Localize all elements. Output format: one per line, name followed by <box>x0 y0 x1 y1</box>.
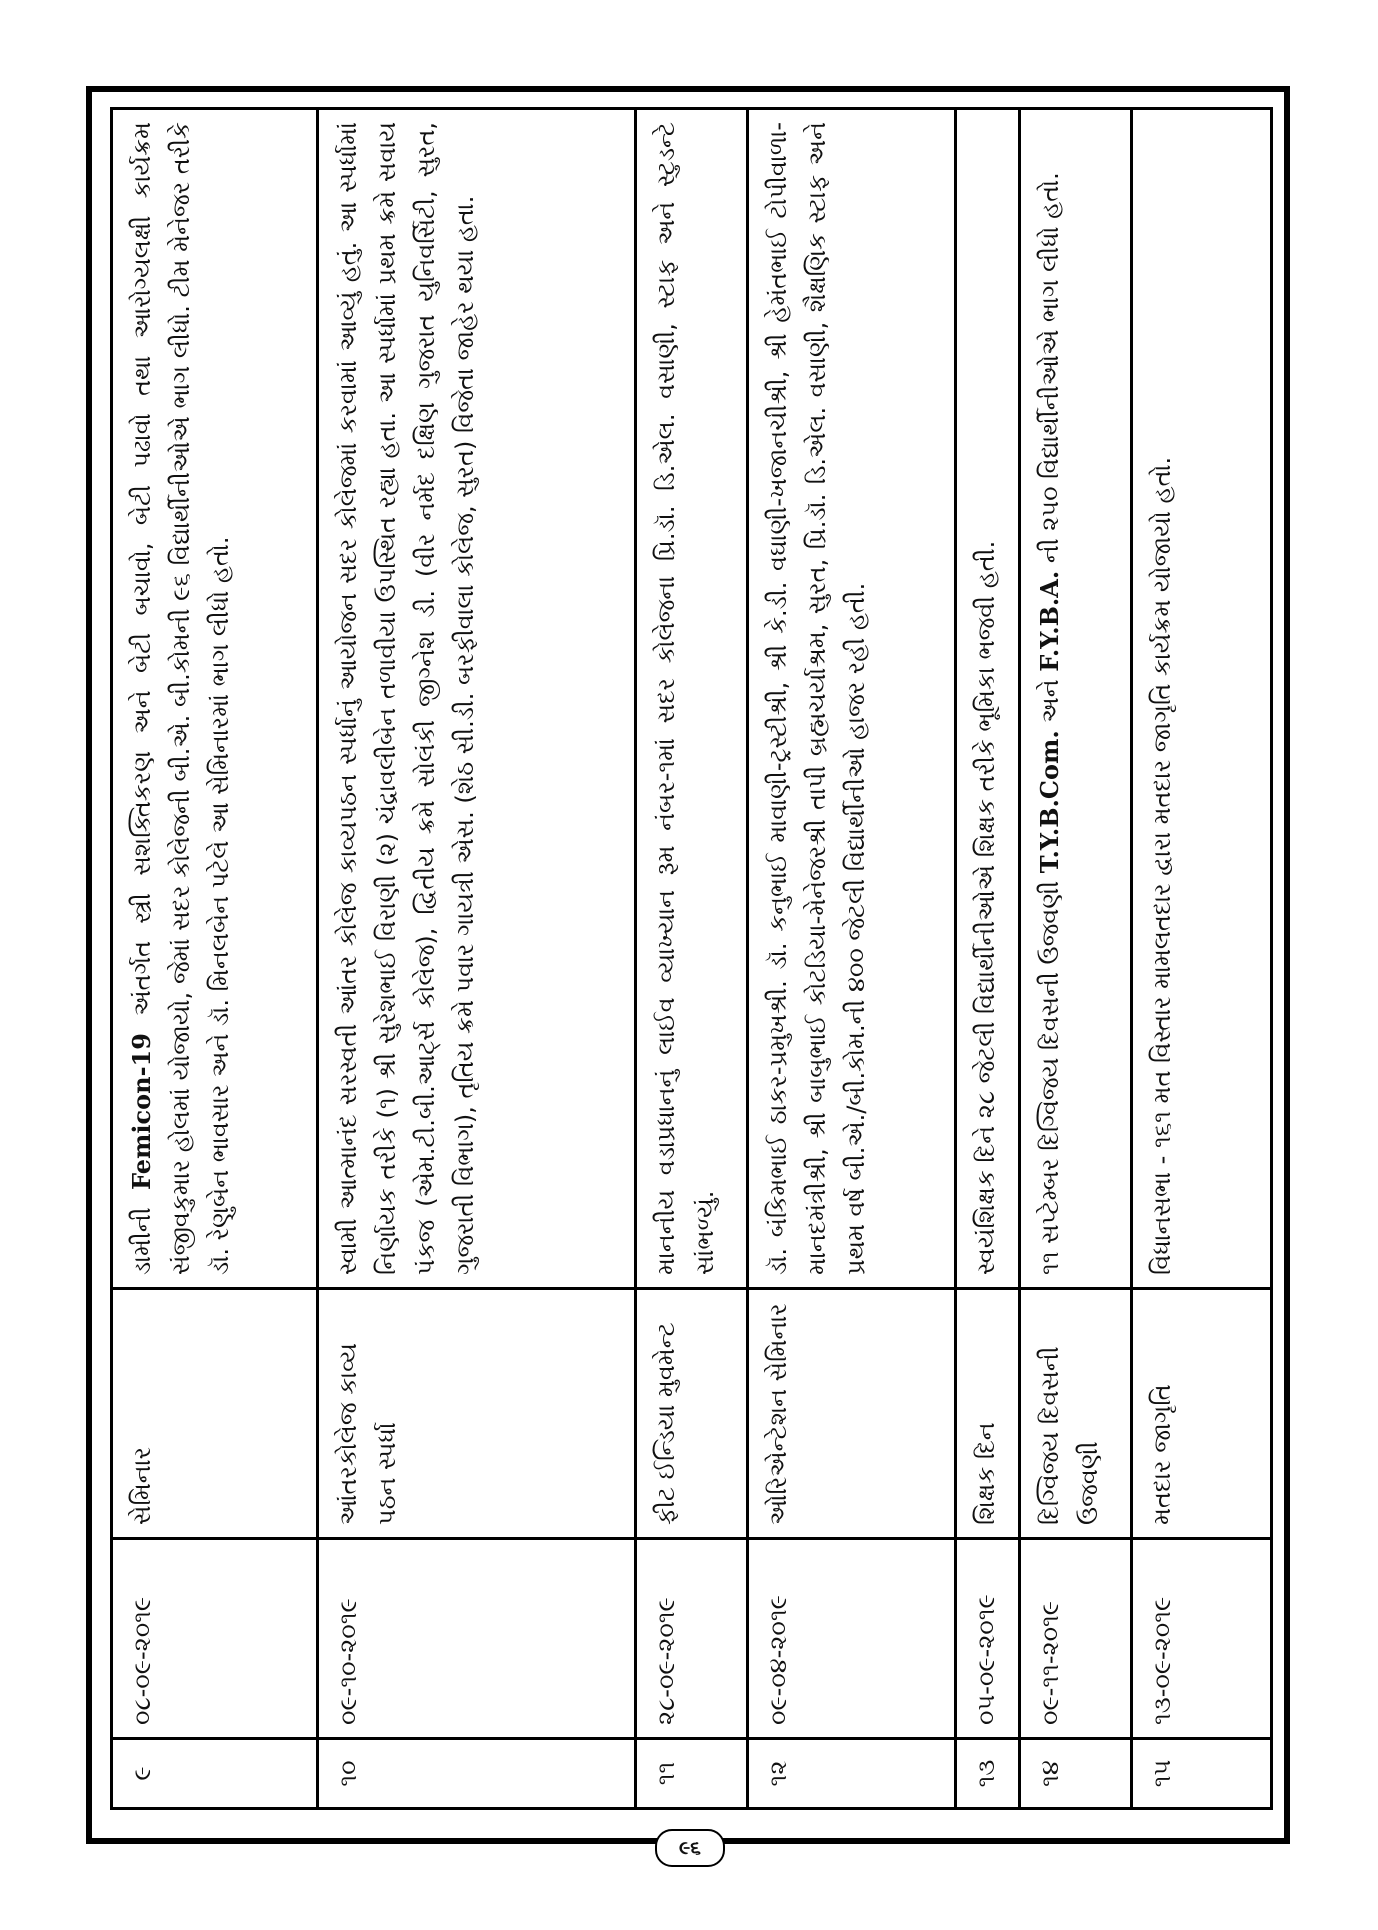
row-title: શિક્ષક દિન <box>956 1289 1020 1539</box>
row-title: ઓરિએન્ટેશન સેમિનાર <box>748 1289 956 1539</box>
row-number: ૧૪ <box>1020 1739 1132 1809</box>
activity-table-container <box>110 110 1270 1810</box>
activity-table <box>110 107 1273 1810</box>
row-description: વિધાનસભા - ૧૬૧ મત વિસ્તાર મામલતદાર દ્વારા મતદાર જાગૃતિ કાર્યક્રમ યોજાયો હતો. <box>1132 109 1272 1289</box>
row-number: ૧૧ <box>636 1739 748 1809</box>
table-row <box>1132 109 1272 1809</box>
row-title: દિગ્વિજય દિવસની ઉજવણી <box>1020 1289 1132 1539</box>
table-row <box>112 109 318 1809</box>
row-title: ફીટ ઈન્ડિયા મુવમેન્ટ <box>636 1289 748 1539</box>
description-text: ની ૨૫૦ વિદ્યાર્થીનીઓએ ભાગ લીધો હતો. <box>1036 172 1064 571</box>
row-description <box>112 109 318 1289</box>
row-date: ૨૮-૦૯-૨૦૧૯ <box>636 1539 748 1739</box>
row-title: મતદાર જાગૃતિ <box>1132 1289 1272 1539</box>
row-number: ૧૦ <box>318 1739 636 1809</box>
row-date: ૦૫-૦૯-૨૦૧૯ <box>956 1539 1020 1739</box>
row-title: સેમિનાર <box>112 1289 318 1539</box>
row-number: ૧૨ <box>748 1739 956 1809</box>
table-row <box>318 109 636 1809</box>
description-bold-text: F.Y.B.A. <box>1035 570 1064 672</box>
description-bold-text: T.Y.B.Com. <box>1035 730 1064 874</box>
table-row <box>748 109 956 1809</box>
row-title: આંતરકોલેજ કાવ્ય પઠન સ્પર્ધા <box>318 1289 636 1539</box>
row-date: ૦૯-૧૦-૨૦૧૯ <box>318 1539 636 1739</box>
row-date: ૦૯-૧૧-૨૦૧૯ <box>1020 1539 1132 1739</box>
table-row <box>956 109 1020 1809</box>
row-number: ૧૩ <box>956 1739 1020 1809</box>
row-number: ૧૫ <box>1132 1739 1272 1809</box>
table-row <box>1020 109 1132 1809</box>
row-description: સ્વયંશિક્ષક દિને ૨૮ જેટલી વિદ્યાર્થીનીઓએ શિક્ષક તરીકે ભૂમિકા ભજવી હતી. <box>956 109 1020 1289</box>
row-description: માનનીય વડાપ્રધાનનું લાઈવ વ્યાખ્યાન રૂમ નંબર-૧માં સદર કોલેજના પ્રિ.ડૉ. ડિ.એલ. વસાણી, સ્ટાફ અને સ્ટુડન્ટે સાંભળ્યું. <box>636 109 748 1289</box>
table-row <box>636 109 748 1809</box>
row-date: ૧૩-૦૯-૨૦૧૯ <box>1132 1539 1272 1739</box>
page-number: ૯૬ <box>655 1829 725 1867</box>
row-date: ૦૮-૦૯-૨૦૧૯ <box>112 1539 318 1739</box>
row-number: ૯ <box>112 1739 318 1809</box>
description-text: ૧૧ સપ્ટેમ્બર દિગ્વિજય દિવસની ઉજવણી <box>1036 873 1064 1275</box>
description-text: અને <box>1036 671 1064 731</box>
row-date: ૦૯-૦૪-૨૦૧૯ <box>748 1539 956 1739</box>
description-bold-text: Femicon-19 <box>127 1033 156 1190</box>
rotated-table-wrapper <box>110 110 1270 1810</box>
row-description: ડૉ. બંકિમભાઈ ઠાકર-પ્રમુખશ્રી. ડૉ. કનુભાઈ માવાણી-ટ્રસ્ટીશ્રી, શ્રી કે.ડી. વઘાણી-ખજાનચીશ્રી, શ્રી હેમંતભાઈ ટોપીવાળા-માનદમંત્રીશ્રી, શ્રી બાબુભાઈ કોટડિયા-મેનેજરશ્રી તાપી બ્રહ્મચર્યાશ્રમ, સુરત, પ્રિ.ડૉ. ડિ.એલ. વસાણી, શૈક્ષણિક સ્ટાફ અને પ્રથમ વર્ષ બી.એ./બી.કોમ.ની ૪૦૦ જેટલી વિદ્યાર્થીનીઓ હાજર રહી હતી. <box>748 109 956 1289</box>
row-description <box>1020 109 1132 1289</box>
description-text: અંતર્ગત સ્ત્રી સશક્તિકરણ અને બેટી બચાવો, બેટી પઢાવો તથા આરોગ્યલક્ષી કાર્યક્રમ સંજીવકુમાર હોલમાં યોજાયો, જેમાં સદર કોલેજની બી.એ. બી.કોમની ૯૬ વિદ્યાર્થીનીઓએ ભાગ લીધો. ટીમ મેનેજર તરીકે ડૉ. રેણુબેન ભાવસાર અને ડૉ. મિનલબેન પટેલે આ સેમિનારમાં ભાગ લીધો હતો. <box>128 122 234 1275</box>
row-description: સ્વામી આત્માનંદ સરસ્વતી આંતર કોલેજ કાવ્યપઠન સ્પર્ધાનું આયોજન સદર કોલેજમાં કરવામાં આવ્યું હતું. આ સ્પર્ધામાં નિર્ણાયક તરીકે (૧) શ્રી સુરેશભાઈ વિરાણી (૨) ચંદ્રાવલીબેન તળાવીયા ઉપસ્થિત રહ્યા હતા. આ સ્પર્ધામાં પ્રથમ ક્રમે સવાય પંકજ (એમ.ટી.બી.આર્ટ્સ કોલેજ), દ્વિતીય ક્રમે સોલંકી જીગ્નેશ ડી. (વીર નર્મદ દક્ષિણ ગુજરાત યુનિવર્સિટી, સુરત, ગુજરાતી વિભાગ), તૃતિય ક્રમે પવાર ગાયત્રી એસ. (શેઠ સી.ડી. બરફીવાલા કોલેજ, સુરત) વિજેતા જાહેર થયા હતા. <box>318 109 636 1289</box>
description-text: ડામીની <box>128 1189 156 1275</box>
